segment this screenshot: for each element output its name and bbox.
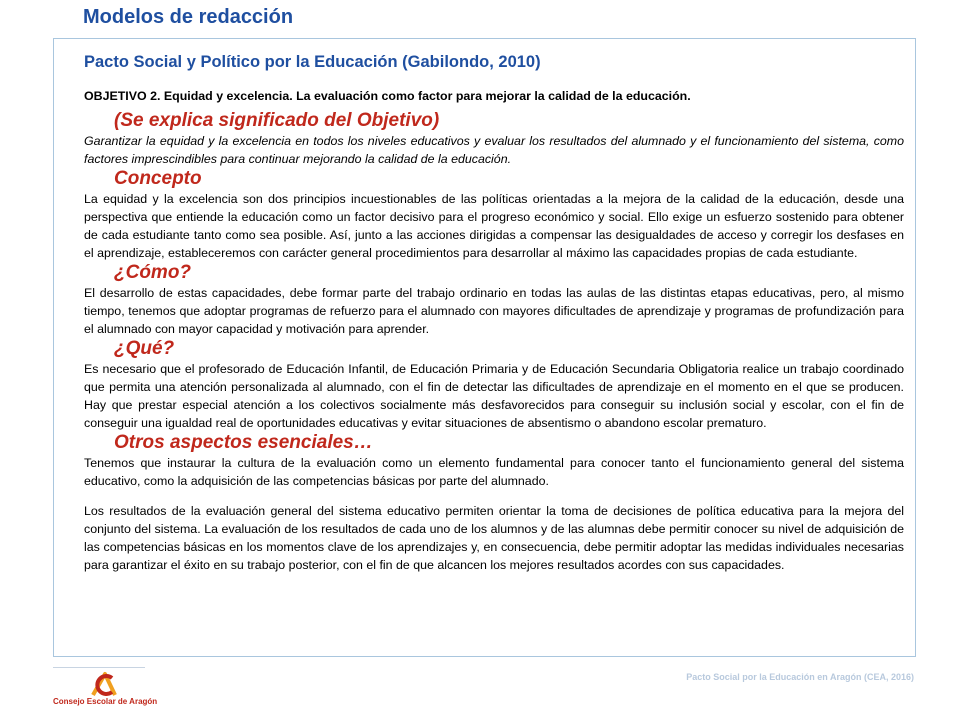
section-heading: Concepto — [114, 168, 202, 189]
page-title: Modelos de redacción — [83, 6, 294, 28]
section-que — [84, 338, 904, 432]
document-body — [84, 52, 904, 574]
footer-source-note: Pacto Social por la Educación en Aragón (CEA, 2016) — [686, 672, 914, 682]
section-concepto — [84, 168, 904, 262]
section-heading: Otros aspectos esenciales… — [114, 432, 373, 453]
section-otros-aspectos — [84, 432, 904, 574]
logo-mark-icon — [53, 668, 153, 698]
document-subtitle: Pacto Social y Político por la Educación (Gabilondo, 2010) — [84, 53, 541, 71]
section-paragraph: Es necesario que el profesorado de Educación Infantil, de Educación Primaria y de Educación Secundaria Obligatoria realice un trabajo coordinado que permita una atención personalizada al alumnado, con el fin de detectar las dificultades de aprendizaje en el momento en el que se producen. Hay que prestar especial atención a los colectivos socialmente más desfavorecidos para conseguir su inclusión social y escolar, con el fin de conseguir una igualdad real de oportunidades educativas y evitar situaciones de absentismo o abandono escolar prematuro. — [84, 362, 904, 430]
section-paragraph: Tenemos que instaurar la cultura de la evaluación como un elemento fundamental para conocer tanto el funcionamiento general del sistema educativo, como la adquisición de las competencias básicas por parte del alumnado. — [84, 456, 904, 488]
consejo-escolar-logo — [53, 668, 158, 708]
objective-line: OBJETIVO 2. Equidad y excelencia. La evaluación como factor para mejorar la calidad de la educación. — [84, 89, 691, 103]
section-heading: ¿Qué? — [114, 338, 175, 359]
section-paragraph: La equidad y la excelencia son dos principios incuestionables de las políticas orientadas a la mejora de la calidad de la educación, desde una perspectiva que entiende la educación como un factor decisivo para el progreso económico y social. Ello exige un esfuerzo sostenido para obtener de cada estudiante tanto como sea posible. Así, junto a las acciones dirigidas a compensar las desigualdades de acceso y corregir los desfases en el aprendizaje, estableceremos con carácter general procedimientos para desarrollar al máximo las capacidades propias de cada estudiante. — [84, 192, 904, 260]
section-paragraph: El desarrollo de estas capacidades, debe formar parte del trabajo ordinario en todas las aulas de las distintas etapas educativas, pero, al mismo tiempo, tenemos que adoptar programas de refuerzo para el alumnado con mayores dificultades de aprendizaje y programas de profundización para el alumnado con mayor capacidad y motivación para aprender. — [84, 286, 904, 336]
section-heading: (Se explica significado del Objetivo) — [114, 110, 440, 131]
logo-text: Consejo Escolar de Aragón — [53, 697, 158, 706]
section-paragraph: Los resultados de la evaluación general del sistema educativo permiten orientar la toma de decisiones de política educativa para la mejora del conjunto del sistema. La evaluación de los resultados de cada uno de los alumnos y de las alumnas debe permitir conocer su nivel de adquisición de las competencias básicas en los momentos clave de los aprendizajes y, en consecuencia, debe permitir adoptar las medidas individuales necesarias para garantizar el éxito en su trabajo posterior, con el fin de que alcancen los mejores resultados acordes con sus capacidades. — [84, 504, 904, 572]
section-como — [84, 262, 904, 338]
section-heading: ¿Cómo? — [114, 262, 192, 283]
section-paragraph: Garantizar la equidad y la excelencia en todos los niveles educativos y evaluar los resultados del alumnado y el funcionamiento del sistema, como factores imprescindibles para continuar mejorando la calidad de la educación. — [84, 134, 904, 166]
section-objective-meaning — [84, 110, 904, 168]
